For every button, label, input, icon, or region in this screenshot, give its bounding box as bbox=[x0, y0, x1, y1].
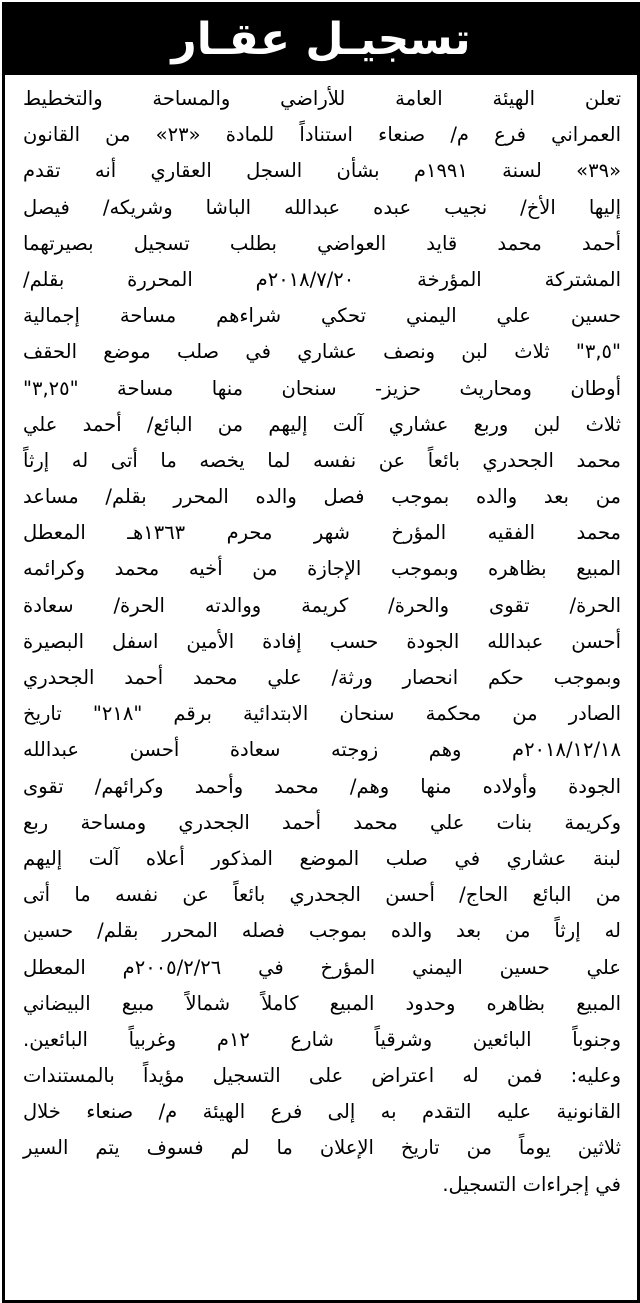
body-line: لبنة عشاري في صلب الموضع المذكور أعلاه آلت إليهم bbox=[23, 846, 621, 870]
body-line: محمد الجحدري بائعاً عن نفسه لما يخصه ما أتى له إرثاً bbox=[23, 448, 621, 472]
body-line: وكريمة بنات علي محمد أحمد الجحدري ومساحة ربع bbox=[23, 810, 621, 834]
body-line: وعليه: فمن له اعتراض على التسجيل مؤيداً بالمستندات bbox=[23, 1064, 621, 1088]
body-line: له إرثاً من بعد والده بموجب فصله المحرر بقلم/ حسين bbox=[23, 919, 621, 943]
body-line: العمراني فرع م/ صنعاء استناداً للمادة «٢٣» من القانون bbox=[23, 123, 621, 147]
body-line: الجودة وأولاده منها وهم/ محمد وأحمد وكرائهم/ تقوى bbox=[23, 774, 621, 798]
body-line: من بعد والده بموجب فصل والده المحرر بقلم/ مساعد bbox=[23, 485, 621, 509]
body-line: "٣,٥" ثلاث لبن ونصف عشاري في صلب موضع الحقف bbox=[23, 340, 621, 364]
body-line: وبموجب حكم انحصار ورثة/ علي محمد أحمد الجحدري bbox=[23, 666, 621, 689]
body-line: ثلاث لبن وربع عشاري آلت إليهم من البائع/ أحمد علي bbox=[23, 412, 621, 436]
body-line: حسين علي اليمني تحكي شراءهم مساحة إجمالية bbox=[23, 304, 621, 328]
title-banner bbox=[5, 5, 637, 75]
body-line: أوطان ومحاريث حزيز- سنحان منها مساحة "٣,٢٥" bbox=[23, 376, 621, 400]
body-line: الصادر من محكمة سنحان الابتدائية برقم "٢١٨" تاريخ bbox=[23, 702, 622, 726]
body-line: من البائع الحاج/ أحسن الجحدري بائعاً عن نفسه ما أتى bbox=[23, 883, 621, 907]
body-line: المبيع بظاهره وبموجب الإجازة من أخيه محمد وكرائمه bbox=[23, 557, 621, 581]
body-line: وجنوباً البائعين وشرقياً شارع ١٢م وغربياً البائعين. bbox=[23, 1027, 621, 1051]
body-line: ٢٠١٨/١٢/١٨م وهم زوجته سعادة أحسن عبدالله bbox=[23, 738, 621, 762]
notice-frame bbox=[2, 2, 640, 1303]
body-line: المبيع بظاهره وحدود المبيع كاملاً شمالاً مبيع البيضاني bbox=[23, 991, 621, 1015]
body-line: إليها الأخ/ نجيب عبده عبدالله الباشا وشريكه/ فيصل bbox=[23, 195, 621, 219]
body-line: القانونية عليه التقدم به إلى فرع الهيئة م/ صنعاء خلال bbox=[23, 1100, 621, 1124]
body-line: أحمد محمد قايد العواضي بطلب تسجيل بصيرتهما bbox=[23, 231, 621, 255]
body-line: «٣٩» لسنة ١٩٩١م بشأن السجل العقاري أنه تقدم bbox=[23, 159, 621, 183]
notice-title: تسجيـل عقـار bbox=[171, 14, 471, 65]
body-line: المشتركة المؤرخة ٢٠١٨/٧/٢٠م المحررة بقلم/ bbox=[23, 267, 621, 291]
body-line: أحسن عبدالله الجودة حسب إفادة الأمين اسفل البصيرة bbox=[23, 629, 621, 653]
notice-body bbox=[23, 81, 621, 1203]
body-line: محمد الفقيه المؤرخ شهر محرم ١٣٦٣هـ المعطل bbox=[23, 521, 622, 545]
body-line: الحرة/ تقوى والحرة/ كريمة ووالدته الحرة/ سعادة bbox=[23, 593, 621, 617]
body-line: ثلاثين يوماً من تاريخ الإعلان ما لم فسوف يتم السير bbox=[23, 1136, 621, 1160]
body-line: في إجراءات التسجيل. bbox=[442, 1172, 621, 1196]
body-line: تعلن الهيئة العامة للأراضي والمساحة والتخطيط bbox=[23, 87, 621, 110]
body-line: علي حسين اليمني المؤرخ في ٢٠٠٥/٢/٢٦م المعطل bbox=[23, 955, 621, 979]
